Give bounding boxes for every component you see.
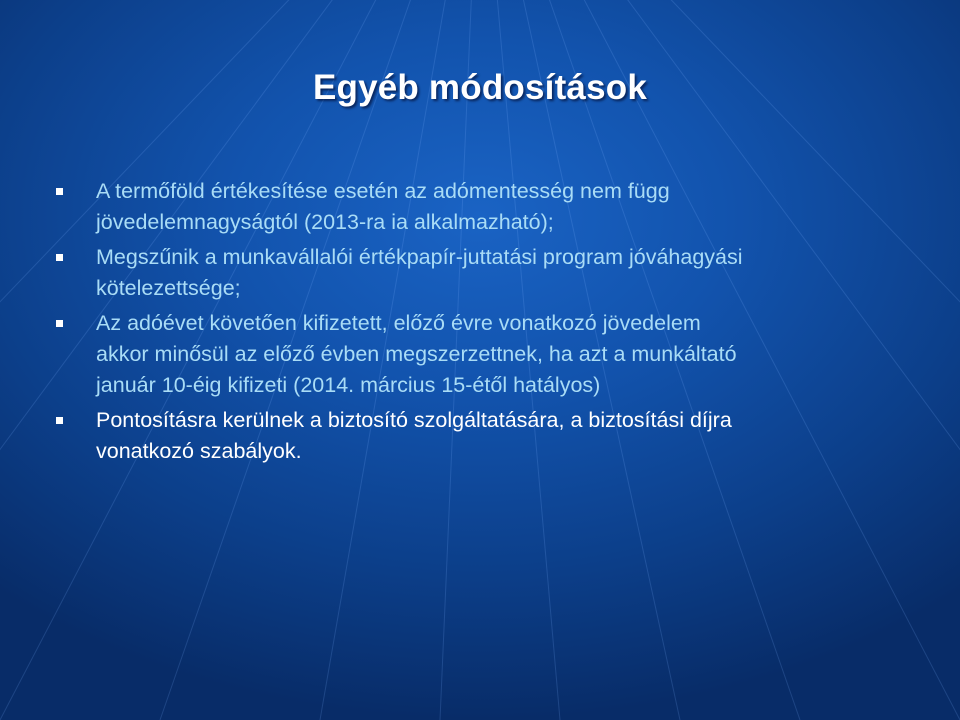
bullet-line: vonatkozó szabályok. — [96, 439, 302, 463]
bullet-line: január 10-éig kifizeti (2014. március 15-étől hatályos) — [96, 373, 601, 397]
bullet-item — [56, 405, 916, 467]
bullet-line: Pontosításra kerülnek a biztosító szolgáltatására, a biztosítási díjra — [96, 408, 732, 432]
bullet-item — [56, 242, 916, 304]
bullet-square-icon — [56, 320, 63, 327]
bullet-line: Megszűnik a munkavállalói értékpapír-juttatási program jóváhagyási — [96, 245, 743, 269]
bullet-line: Az adóévet követően kifizetett, előző évre vonatkozó jövedelem — [96, 311, 701, 335]
bullet-item — [56, 308, 916, 401]
bullet-line: jövedelemnagyságtól (2013-ra ia alkalmazható); — [96, 210, 554, 234]
bullet-line: akkor minősül az előző évben megszerzettnek, ha azt a munkáltató — [96, 342, 737, 366]
bullet-square-icon — [56, 417, 63, 424]
bullet-item — [56, 176, 916, 238]
bullet-square-icon — [56, 188, 63, 195]
bullet-list — [56, 176, 916, 471]
bullet-line: kötelezettsége; — [96, 276, 241, 300]
slide-title: Egyéb módosítások — [312, 68, 648, 107]
bullet-square-icon — [56, 254, 63, 261]
bullet-line: A termőföld értékesítése esetén az adómentesség nem függ — [96, 179, 670, 203]
